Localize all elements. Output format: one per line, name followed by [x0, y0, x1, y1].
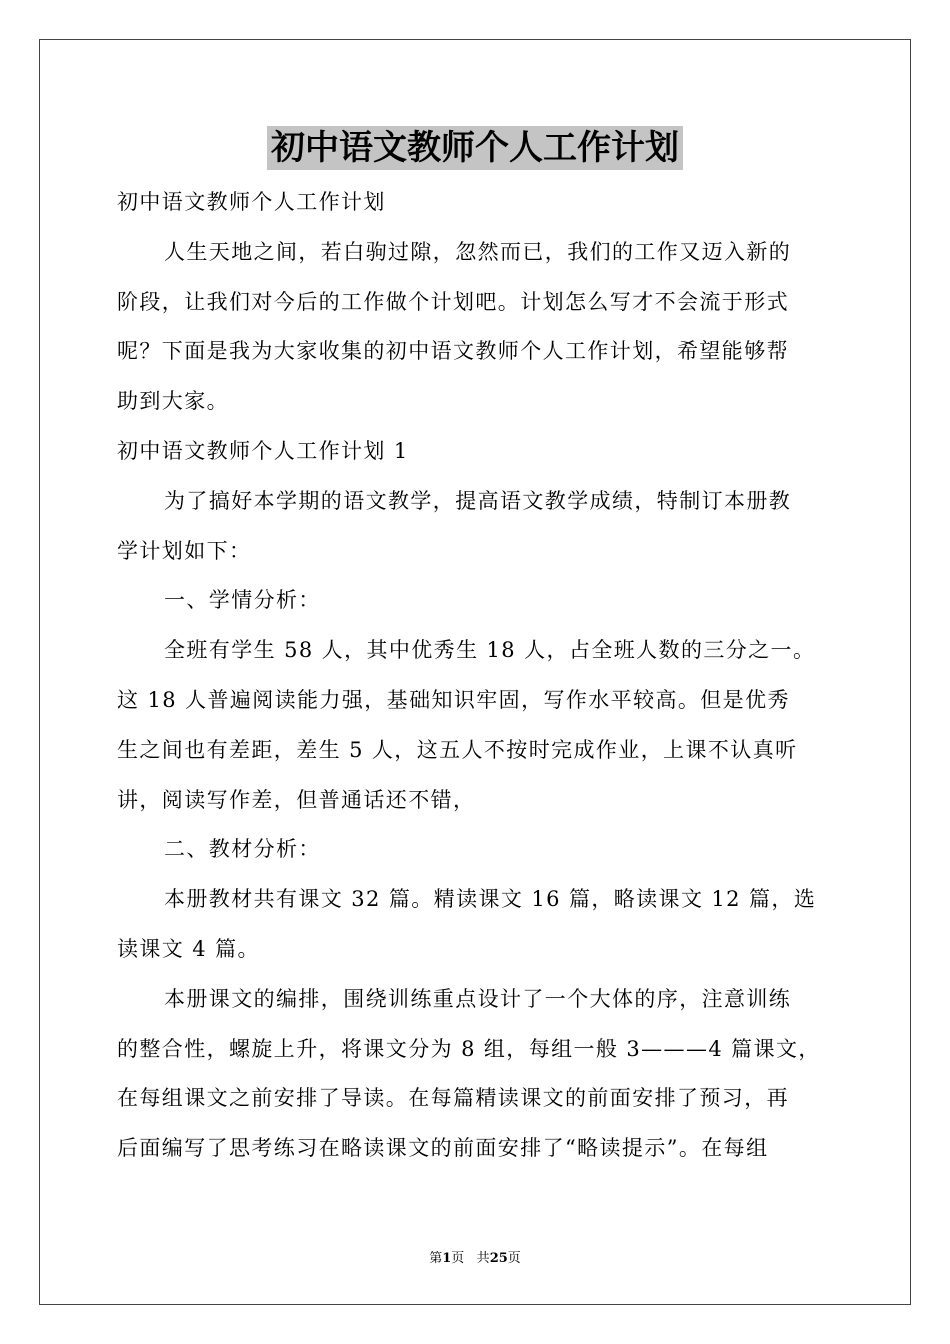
page-suffix: 页: [451, 1251, 465, 1266]
text-line: 本册教材共有课文 32 篇。精读课文 16 篇，略读课文 12 篇，选: [164, 887, 817, 912]
page-footer: [0, 1247, 950, 1266]
text-line: 初中语文教师个人工作计划: [117, 190, 386, 214]
text-line: 这 18 人普遍阅读能力强，基础知识牢固，写作水平较高。但是优秀: [117, 687, 790, 712]
text-line: 本册课文的编排，围绕训练重点设计了一个大体的序，注意训练: [164, 986, 792, 1011]
page-prefix: 第: [429, 1251, 443, 1266]
text-line: 一、学情分析：: [164, 588, 321, 613]
document-title: 初中语文教师个人工作计划: [267, 126, 683, 170]
total-prefix: 共: [476, 1251, 490, 1266]
total-pages: 25: [489, 1251, 508, 1266]
document-body: [117, 178, 839, 1174]
text-line: 学计划如下：: [117, 538, 252, 563]
text-line: 后面编写了思考练习在略读课文的前面安排了“略读提示”。在每组: [117, 1136, 769, 1161]
page-number: 1: [442, 1251, 452, 1266]
text-line: 讲，阅读写作差，但普通话还不错，: [117, 787, 476, 812]
text-line: 初中语文教师个人工作计划 1: [117, 438, 409, 463]
text-line: 人生天地之间，若白驹过隙，忽然而已，我们的工作又迈入新的: [164, 239, 792, 264]
text-line: 二、教材分析：: [164, 837, 321, 862]
text-line: 生之间也有差距，差生 5 人，这五人不按时完成作业，上课不认真听: [117, 737, 798, 762]
total-suffix: 页: [507, 1251, 521, 1266]
text-line: 在每组课文之前安排了导读。在每篇精读课文的前面安排了预习，再: [117, 1086, 789, 1111]
text-line: 呢？下面是我为大家收集的初中语文教师个人工作计划，希望能够帮: [117, 339, 789, 364]
text-line: 读课文 4 篇。: [117, 936, 260, 961]
text-line: 助到大家。: [117, 389, 229, 414]
title-wrap: [0, 126, 950, 170]
text-line: 为了搞好本学期的语文教学，提高语文教学成绩，特制订本册教: [164, 488, 792, 513]
text-line: 全班有学生 58 人，其中优秀生 18 人，占全班人数的三分之一。: [164, 638, 816, 663]
text-line: 阶段，让我们对今后的工作做个计划吧。计划怎么写才不会流于形式: [117, 289, 789, 314]
text-line: 的整合性，螺旋上升，将课文分为 8 组，每组一般 3———4 篇课文，: [117, 1036, 821, 1061]
